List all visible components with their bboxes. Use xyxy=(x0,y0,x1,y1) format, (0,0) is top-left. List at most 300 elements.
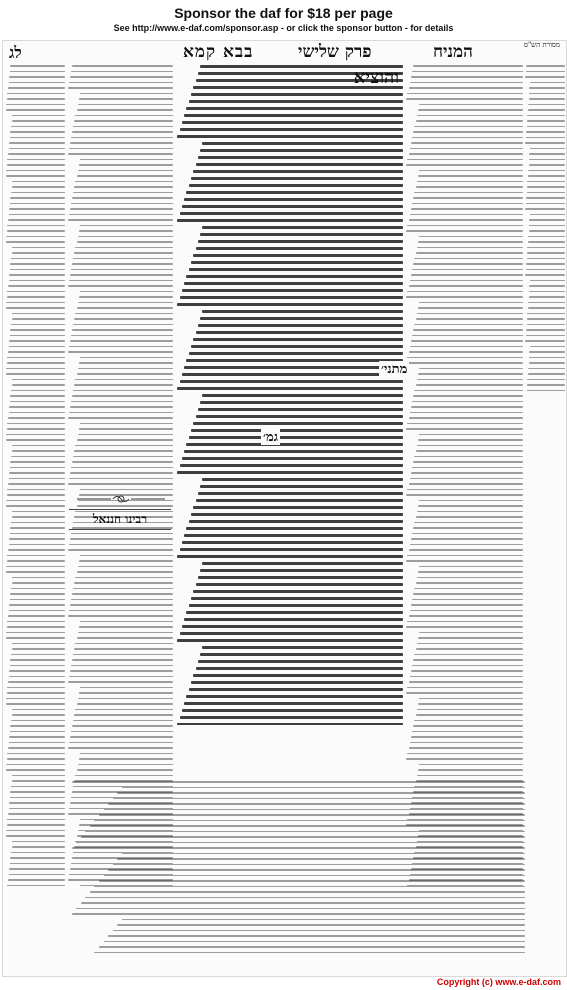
text-line xyxy=(75,247,173,249)
text-line xyxy=(117,924,525,926)
text-line xyxy=(191,345,403,348)
text-line xyxy=(70,472,173,474)
text-line xyxy=(99,814,525,816)
text-line xyxy=(406,164,523,166)
text-line xyxy=(529,93,565,95)
text-line xyxy=(70,604,173,606)
text-line xyxy=(71,467,173,469)
text-line xyxy=(8,549,65,551)
text-line xyxy=(182,289,403,292)
text-line xyxy=(198,156,403,159)
text-line xyxy=(413,65,523,67)
text-line xyxy=(526,65,565,67)
text-line xyxy=(6,241,65,243)
text-line xyxy=(184,198,403,201)
text-line xyxy=(412,467,523,469)
text-line xyxy=(407,159,523,161)
right-margin-notes xyxy=(525,65,565,970)
text-line xyxy=(526,137,565,139)
text-line xyxy=(416,120,523,122)
text-line xyxy=(7,819,65,821)
text-line xyxy=(412,137,523,139)
text-line xyxy=(12,643,65,645)
text-line xyxy=(8,813,65,815)
text-line xyxy=(104,875,525,877)
text-line xyxy=(193,170,403,173)
text-line xyxy=(419,632,523,634)
text-line xyxy=(70,670,173,672)
text-line xyxy=(418,571,523,573)
text-line xyxy=(417,445,523,447)
text-line xyxy=(184,702,403,705)
mesekhta-title: בבא קמא xyxy=(183,42,254,62)
text-line xyxy=(7,494,65,496)
text-line xyxy=(409,219,523,221)
text-line xyxy=(407,555,523,557)
copyright-link[interactable]: Copyright (c) www.e-daf.com xyxy=(436,977,561,987)
text-line xyxy=(10,329,65,331)
text-line xyxy=(10,461,65,463)
text-line xyxy=(410,214,523,216)
text-line xyxy=(71,401,173,403)
gemara-label: גמ׳ xyxy=(263,430,278,445)
text-line xyxy=(68,285,173,287)
text-line xyxy=(7,692,65,694)
text-line xyxy=(407,93,523,95)
text-line xyxy=(409,615,523,617)
text-line xyxy=(9,538,65,540)
text-line xyxy=(414,258,523,260)
text-line xyxy=(10,797,65,799)
text-line xyxy=(11,324,65,326)
text-line xyxy=(78,764,173,766)
text-line xyxy=(180,548,403,551)
text-line xyxy=(410,412,523,414)
text-line xyxy=(193,506,403,509)
text-line xyxy=(413,395,523,397)
text-line xyxy=(409,351,523,353)
text-line xyxy=(527,252,565,254)
text-line xyxy=(9,868,65,870)
text-line xyxy=(9,340,65,342)
text-line xyxy=(410,544,523,546)
text-line xyxy=(69,676,173,678)
text-line xyxy=(414,192,523,194)
text-line xyxy=(409,483,523,485)
text-line xyxy=(6,830,65,832)
text-line xyxy=(6,434,65,436)
text-line xyxy=(202,478,403,481)
text-line xyxy=(72,847,525,849)
text-line xyxy=(198,660,403,663)
text-line xyxy=(407,489,523,491)
text-line xyxy=(406,494,523,496)
text-line xyxy=(9,208,65,210)
text-line xyxy=(418,373,523,375)
text-line xyxy=(412,533,523,535)
text-line xyxy=(8,351,65,353)
text-line xyxy=(12,714,65,716)
text-line xyxy=(78,434,173,436)
text-line xyxy=(10,857,65,859)
text-line xyxy=(419,104,523,106)
text-line xyxy=(202,394,403,397)
text-line xyxy=(12,379,65,381)
text-line xyxy=(413,725,523,727)
text-line xyxy=(200,233,403,236)
text-line xyxy=(189,268,403,271)
page-header xyxy=(3,41,566,63)
text-line xyxy=(73,588,173,590)
text-line xyxy=(74,252,173,254)
text-line xyxy=(69,610,173,612)
text-line xyxy=(74,186,173,188)
text-line xyxy=(529,296,565,298)
text-line xyxy=(69,412,173,414)
text-line xyxy=(12,516,65,518)
text-line xyxy=(177,387,403,390)
text-line xyxy=(526,71,565,73)
text-line xyxy=(74,450,173,452)
text-line xyxy=(7,824,65,826)
text-line xyxy=(74,582,173,584)
text-line xyxy=(416,648,523,650)
text-line xyxy=(12,247,65,249)
text-line xyxy=(7,626,65,628)
text-line xyxy=(413,527,523,529)
text-line xyxy=(527,192,565,194)
text-line xyxy=(73,324,173,326)
text-line xyxy=(417,313,523,315)
text-line xyxy=(196,667,403,670)
text-line xyxy=(90,891,525,893)
text-line xyxy=(9,82,65,84)
text-line xyxy=(77,439,173,441)
text-line xyxy=(530,82,565,84)
text-line xyxy=(191,93,403,96)
text-line xyxy=(75,313,173,315)
text-line xyxy=(6,566,65,568)
text-line xyxy=(419,500,523,502)
text-line xyxy=(8,417,65,419)
text-line xyxy=(417,511,523,513)
text-line xyxy=(418,703,523,705)
text-line xyxy=(198,240,403,243)
text-line xyxy=(9,274,65,276)
text-line xyxy=(417,379,523,381)
text-line xyxy=(72,65,173,67)
text-line xyxy=(527,115,565,117)
text-line xyxy=(8,87,65,89)
text-line xyxy=(113,864,525,866)
text-line xyxy=(414,126,523,128)
text-line xyxy=(79,362,173,364)
text-line xyxy=(9,742,65,744)
text-line xyxy=(528,236,565,238)
text-line xyxy=(11,456,65,458)
text-line xyxy=(72,329,173,331)
text-line xyxy=(68,681,173,683)
text-line xyxy=(180,716,403,719)
text-line xyxy=(78,698,173,700)
text-line xyxy=(7,98,65,100)
text-line xyxy=(411,274,523,276)
text-line xyxy=(411,208,523,210)
text-line xyxy=(10,731,65,733)
text-line xyxy=(9,610,65,612)
text-line xyxy=(529,225,565,227)
sponsor-subtitle[interactable]: See http://www.e-daf.com/sponsor.asp - or click the sponsor button - for details xyxy=(113,23,454,33)
text-line xyxy=(11,654,65,656)
text-line xyxy=(94,886,525,888)
text-line xyxy=(80,489,173,491)
text-line xyxy=(528,302,565,304)
text-line xyxy=(527,258,565,260)
text-line xyxy=(68,549,173,551)
text-line xyxy=(113,798,525,800)
opening-word: והוציא xyxy=(353,67,399,88)
text-line xyxy=(528,104,565,106)
text-line xyxy=(7,428,65,430)
text-line xyxy=(71,731,173,733)
text-line xyxy=(79,230,173,232)
text-line xyxy=(80,357,173,359)
text-line xyxy=(9,148,65,150)
text-line xyxy=(85,897,525,899)
text-line xyxy=(10,203,65,205)
text-line xyxy=(413,263,523,265)
text-line xyxy=(12,511,65,513)
text-line xyxy=(8,483,65,485)
chapter-name: המניח xyxy=(433,42,473,62)
text-line xyxy=(12,780,65,782)
text-line xyxy=(12,846,65,848)
text-line xyxy=(528,368,565,370)
text-line xyxy=(81,836,525,838)
text-line xyxy=(69,346,173,348)
text-line xyxy=(6,703,65,705)
text-line xyxy=(525,340,565,342)
text-line xyxy=(186,359,403,362)
text-line xyxy=(6,571,65,573)
text-line xyxy=(191,261,403,264)
text-line xyxy=(80,687,173,689)
text-line xyxy=(193,674,403,677)
text-line xyxy=(527,318,565,320)
text-line xyxy=(416,516,523,518)
text-line xyxy=(527,120,565,122)
text-line xyxy=(196,163,403,166)
text-line xyxy=(419,764,523,766)
text-line xyxy=(69,214,173,216)
text-line xyxy=(12,318,65,320)
text-line xyxy=(122,787,525,789)
text-line xyxy=(6,109,65,111)
text-line xyxy=(6,698,65,700)
text-line xyxy=(11,126,65,128)
text-line xyxy=(525,208,565,210)
text-line xyxy=(180,212,403,215)
sponsor-title[interactable]: Sponsor the daf for $18 per page xyxy=(174,5,393,21)
text-line xyxy=(9,142,65,144)
text-line xyxy=(417,775,523,777)
text-line xyxy=(411,142,523,144)
text-line xyxy=(530,148,565,150)
text-line xyxy=(6,835,65,837)
text-line xyxy=(202,142,403,145)
text-line xyxy=(416,384,523,386)
text-line xyxy=(411,406,523,408)
text-line xyxy=(73,390,173,392)
text-line xyxy=(9,412,65,414)
text-line xyxy=(79,692,173,694)
text-line xyxy=(182,625,403,628)
text-line xyxy=(410,478,523,480)
text-line xyxy=(193,338,403,341)
text-line xyxy=(202,646,403,649)
text-line xyxy=(189,436,403,439)
text-line xyxy=(418,241,523,243)
text-line xyxy=(117,858,525,860)
text-line xyxy=(80,621,173,623)
text-line xyxy=(416,186,523,188)
text-line xyxy=(410,82,523,84)
text-line xyxy=(8,219,65,221)
text-line xyxy=(410,742,523,744)
text-line xyxy=(406,362,523,364)
text-line xyxy=(419,368,523,370)
text-line xyxy=(9,802,65,804)
text-line xyxy=(7,362,65,364)
text-line xyxy=(77,769,173,771)
text-line xyxy=(527,247,565,249)
text-line xyxy=(99,880,525,882)
text-line xyxy=(527,390,565,392)
text-line xyxy=(10,725,65,727)
text-line xyxy=(78,632,173,634)
text-line xyxy=(12,841,65,843)
text-line xyxy=(410,280,523,282)
text-line xyxy=(10,659,65,661)
text-line xyxy=(10,467,65,469)
text-line xyxy=(407,291,523,293)
text-line xyxy=(412,401,523,403)
text-line xyxy=(526,335,565,337)
text-line xyxy=(79,560,173,562)
text-line xyxy=(529,98,565,100)
text-line xyxy=(200,401,403,404)
text-line xyxy=(10,527,65,529)
text-line xyxy=(529,285,565,287)
main-text-opening xyxy=(175,67,403,91)
text-line xyxy=(6,505,65,507)
text-line xyxy=(200,317,403,320)
text-line xyxy=(528,109,565,111)
text-line xyxy=(70,406,173,408)
text-line xyxy=(12,445,65,447)
text-line xyxy=(71,269,173,271)
text-line xyxy=(75,379,173,381)
text-line xyxy=(99,946,525,948)
text-line xyxy=(407,423,523,425)
text-line xyxy=(186,275,403,278)
text-line xyxy=(10,395,65,397)
text-line xyxy=(70,736,173,738)
text-line xyxy=(417,247,523,249)
text-line xyxy=(12,181,65,183)
text-line xyxy=(70,538,173,540)
text-line xyxy=(184,618,403,621)
text-line xyxy=(10,401,65,403)
text-line xyxy=(108,869,525,871)
text-line xyxy=(198,576,403,579)
text-line xyxy=(73,258,173,260)
text-line xyxy=(9,670,65,672)
text-line xyxy=(526,329,565,331)
text-line xyxy=(196,247,403,250)
text-line xyxy=(74,714,173,716)
text-line xyxy=(69,280,173,282)
text-line xyxy=(406,230,523,232)
text-line xyxy=(12,120,65,122)
text-line xyxy=(7,885,65,887)
text-line xyxy=(182,709,403,712)
text-line xyxy=(11,192,65,194)
text-line xyxy=(530,280,565,282)
text-line xyxy=(414,522,523,524)
text-line xyxy=(413,593,523,595)
text-line xyxy=(12,252,65,254)
text-line xyxy=(177,219,403,222)
text-line xyxy=(75,577,173,579)
text-line xyxy=(191,177,403,180)
text-line xyxy=(70,208,173,210)
text-line xyxy=(6,764,65,766)
text-line xyxy=(72,461,173,463)
text-line xyxy=(79,626,173,628)
text-line xyxy=(529,164,565,166)
text-line xyxy=(9,736,65,738)
text-line xyxy=(9,76,65,78)
text-line xyxy=(70,340,173,342)
text-line xyxy=(200,149,403,152)
text-line xyxy=(72,659,173,661)
text-line xyxy=(182,121,403,124)
text-line xyxy=(9,346,65,348)
text-line xyxy=(193,422,403,425)
text-line xyxy=(11,852,65,854)
text-line xyxy=(75,643,173,645)
text-line xyxy=(78,170,173,172)
text-line xyxy=(11,258,65,260)
text-line xyxy=(77,637,173,639)
text-line xyxy=(418,637,523,639)
text-line xyxy=(177,135,403,138)
text-line xyxy=(189,604,403,607)
text-line xyxy=(411,736,523,738)
text-line xyxy=(6,769,65,771)
text-line xyxy=(6,236,65,238)
sponsor-banner[interactable] xyxy=(0,0,567,38)
text-line xyxy=(6,439,65,441)
text-line xyxy=(414,654,523,656)
text-line xyxy=(79,98,173,100)
text-line xyxy=(9,808,65,810)
text-line xyxy=(77,571,173,573)
text-line xyxy=(8,285,65,287)
text-line xyxy=(529,362,565,364)
text-line xyxy=(77,373,173,375)
